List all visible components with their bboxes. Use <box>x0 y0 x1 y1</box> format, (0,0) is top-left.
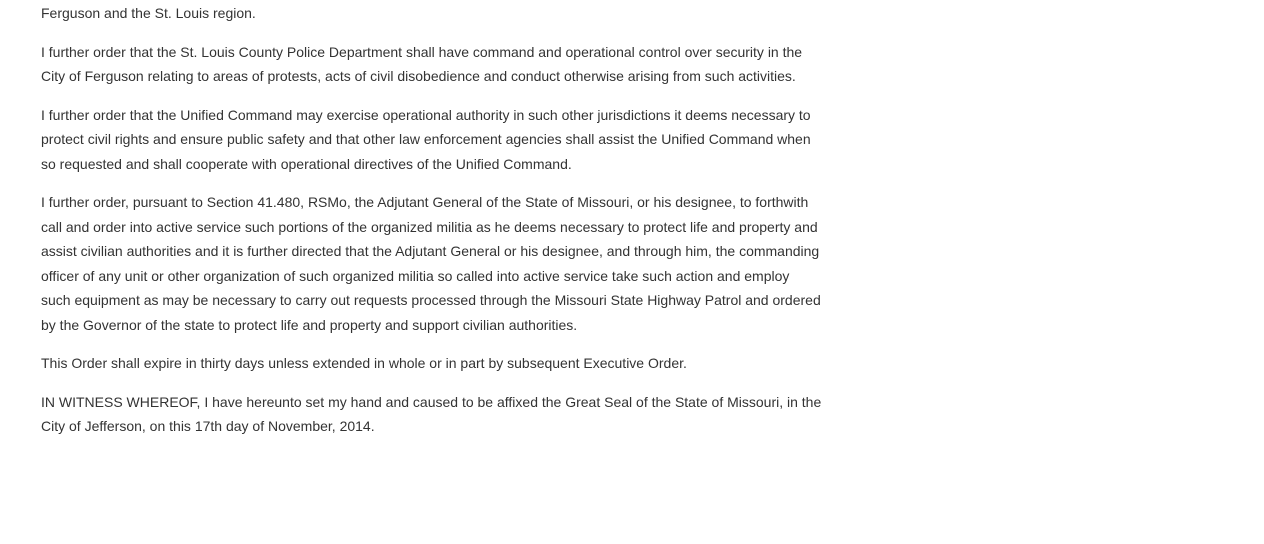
text-line: IN WITNESS WHEREOF, I have hereunto set my hand and caused to be affixed the Great Seal of the State of Missouri, in the <box>41 393 822 410</box>
text-line: I further order that the St. Louis County Police Department shall have command and operational control over security in the <box>41 43 803 60</box>
text-line: so requested and shall cooperate with operational directives of the Unified Command. <box>41 155 572 172</box>
text-line: call and order into active service such portions of the organized militia as he deems necessary to protect life and property and <box>41 218 818 235</box>
paragraph-unified-command <box>41 103 831 177</box>
text-line: This Order shall expire in thirty days unless extended in whole or in part by subsequent Executive Order. <box>41 355 687 371</box>
text-line: Ferguson and the St. Louis region. <box>41 5 256 21</box>
paragraph-militia-order <box>41 190 831 337</box>
paragraph-region <box>41 1 831 26</box>
text-line: by the Governor of the state to protect life and property and support civilian authorities. <box>41 316 578 333</box>
paragraph-police-command <box>41 40 831 89</box>
paragraph-expiration <box>41 351 831 376</box>
text-line: assist civilian authorities and it is further directed that the Adjutant General or his designee, and through him, the commanding <box>41 243 820 259</box>
executive-order-text <box>41 0 831 453</box>
text-line: I further order, pursuant to Section 41.480, RSMo, the Adjutant General of the State of Missouri, or his designee, to forthwith <box>41 194 809 210</box>
text-line: I further order that the Unified Command may exercise operational authority in such other jurisdictions it deems necessary to <box>41 106 811 123</box>
text-line: officer of any unit or other organization of such organized militia so called into active service take such action and employ <box>41 267 790 284</box>
text-line: City of Ferguson relating to areas of protests, acts of civil disobedience and conduct otherwise arising from such activities. <box>41 68 796 84</box>
paragraph-witness <box>41 390 831 439</box>
text-line: City of Jefferson, on this 17th day of November, 2014. <box>41 418 375 434</box>
text-line: protect civil rights and ensure public safety and that other law enforcement agencies shall assist the Unified Command when <box>41 131 811 147</box>
text-line: such equipment as may be necessary to carry out requests processed through the Missouri State Highway Patrol and ordered <box>41 292 821 308</box>
